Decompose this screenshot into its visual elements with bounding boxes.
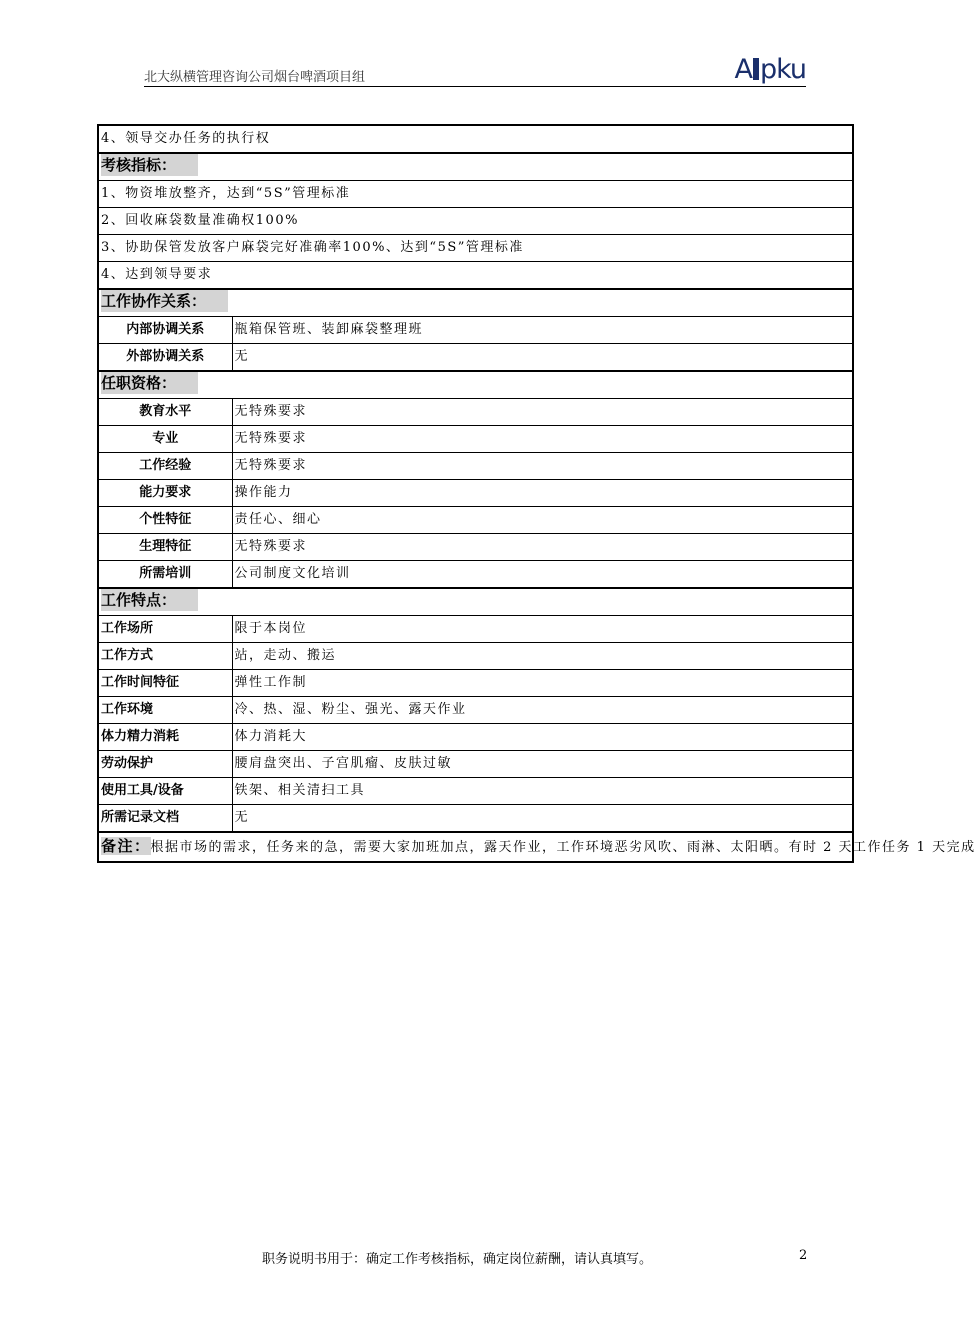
qual-value: 公司制度文化培训: [232, 561, 853, 589]
duty-item: 4、领导交办任务的执行权: [98, 125, 853, 153]
table-row: [98, 426, 853, 453]
qual-value: 操作能力: [232, 480, 853, 507]
section-title-kpi: 考核指标：: [101, 154, 198, 176]
feature-label: 所需记录文档: [98, 805, 232, 833]
feature-value: 弹性工作制: [232, 670, 853, 697]
page-number: 2: [799, 1248, 808, 1263]
kpi-item: 1、物资堆放整齐，达到“5S”管理标准: [98, 181, 853, 208]
qual-label: 教育水平: [98, 399, 232, 426]
table-row: [98, 670, 853, 697]
table-row: [98, 453, 853, 480]
coop-internal-label: 内部协调关系: [98, 317, 232, 344]
feature-label: 使用工具/设备: [98, 778, 232, 805]
qual-value: 无特殊要求: [232, 534, 853, 561]
qual-label: 能力要求: [98, 480, 232, 507]
note-cell: [98, 832, 976, 862]
feature-value: 铁架、相关清扫工具: [232, 778, 853, 805]
feature-value: 限于本岗位: [232, 616, 853, 643]
note-text: 根据市场的需求，任务来的急，需要大家加班加点，露天作业，工作环境恶劣风吹、雨淋、太阳晒。有时 2 天工作任务 1 天完成: [150, 840, 976, 855]
page-header: [144, 54, 806, 87]
qual-label: 工作经验: [98, 453, 232, 480]
table-row: [98, 235, 853, 262]
qual-label: 生理特征: [98, 534, 232, 561]
table-row: [98, 399, 853, 426]
table-row: [98, 125, 853, 153]
table-row: [98, 181, 853, 208]
header-title: 北大纵横管理咨询公司烟台啤酒项目组: [144, 70, 366, 85]
table-row: [98, 507, 853, 534]
coop-internal-value: 瓶箱保管班、装卸麻袋整理班: [232, 317, 853, 344]
qual-value: 责任心、细心: [232, 507, 853, 534]
kpi-item: 3、协助保管发放客户麻袋完好准确率100%、达到“5S”管理标准: [98, 235, 853, 262]
feature-value: 冷、热、湿、粉尘、强光、露天作业: [232, 697, 853, 724]
table-row: [98, 208, 853, 235]
qual-label: 个性特征: [98, 507, 232, 534]
table-row: [98, 751, 853, 778]
section-row: [98, 153, 853, 181]
feature-value: 无: [232, 805, 853, 833]
table-row: [98, 778, 853, 805]
footer-text: 职务说明书用于：确定工作考核指标，确定岗位薪酬，请认真填写。: [262, 1252, 653, 1267]
table-row: [98, 697, 853, 724]
kpi-item: 4、达到领导要求: [98, 262, 853, 290]
table-row: [98, 643, 853, 670]
feature-value: 站，走动、搬运: [232, 643, 853, 670]
qual-value: 无特殊要求: [232, 426, 853, 453]
table-row: [98, 616, 853, 643]
section-title-features: 工作特点：: [101, 589, 198, 611]
table-row: [98, 805, 853, 833]
table-row: [98, 344, 853, 372]
table-row: [98, 317, 853, 344]
section-title-qualification: 任职资格：: [101, 372, 198, 394]
feature-label: 工作场所: [98, 616, 232, 643]
section-row: [98, 371, 853, 399]
feature-value: 体力消耗大: [232, 724, 853, 751]
feature-label: 工作环境: [98, 697, 232, 724]
qual-label: 所需培训: [98, 561, 232, 589]
section-row: [98, 588, 853, 616]
note-label: 备注：: [101, 837, 151, 855]
kpi-item: 2、回收麻袋数量准确权100%: [98, 208, 853, 235]
feature-label: 劳动保护: [98, 751, 232, 778]
coop-external-label: 外部协调关系: [98, 344, 232, 372]
table-row: [98, 561, 853, 589]
qual-value: 无特殊要求: [232, 453, 853, 480]
feature-label: 工作方式: [98, 643, 232, 670]
feature-label: 体力精力消耗: [98, 724, 232, 751]
table-row: [98, 534, 853, 561]
qual-label: 专业: [98, 426, 232, 453]
table-row: [98, 480, 853, 507]
qual-value: 无特殊要求: [232, 399, 853, 426]
job-description-table: [97, 124, 976, 863]
feature-value: 腰肩盘突出、子宫肌瘤、皮肤过敏: [232, 751, 853, 778]
section-title-coop: 工作协作关系：: [101, 290, 228, 312]
table-row: [98, 724, 853, 751]
company-logo: A pku: [734, 54, 806, 85]
coop-external-value: 无: [232, 344, 853, 372]
note-row: [98, 832, 853, 862]
section-row: [98, 289, 853, 317]
feature-label: 工作时间特征: [98, 670, 232, 697]
table-row: [98, 262, 853, 290]
